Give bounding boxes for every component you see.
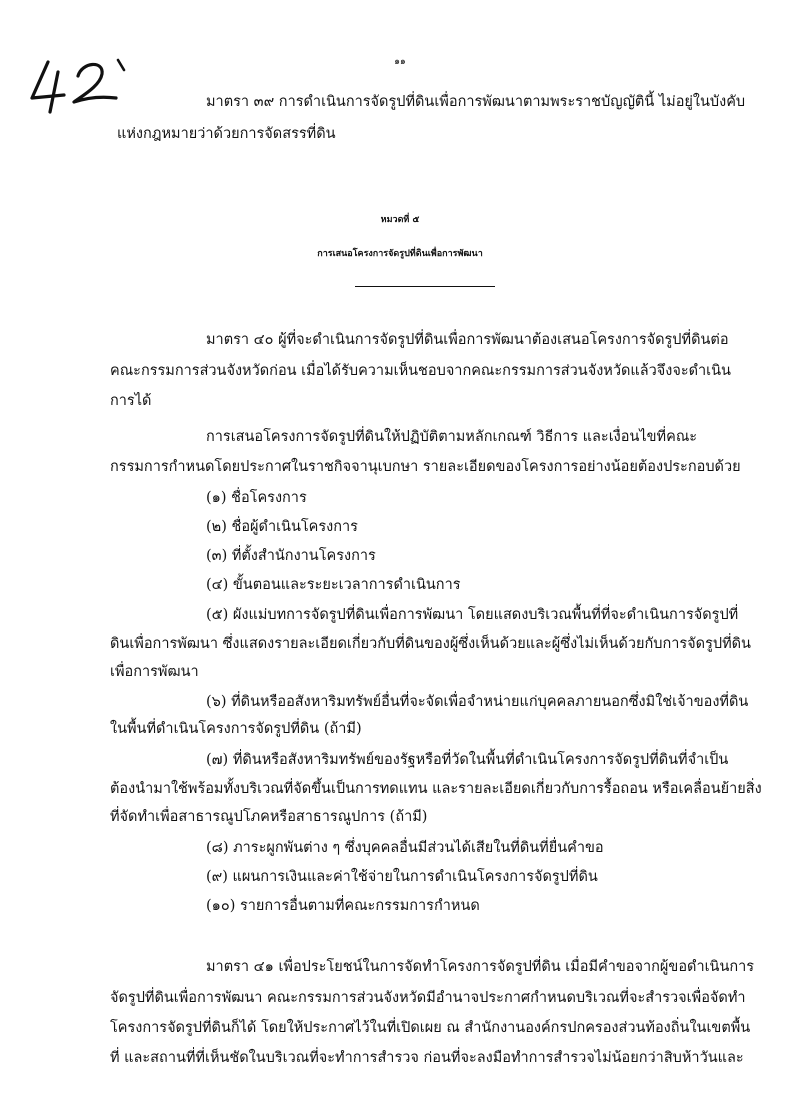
section-40-para2-line-1: การเสนอโครงการจัดรูปที่ดินให้ปฏิบัติตามหลักเกณฑ์ วิธีการ และเงื่อนไขที่คณะ <box>206 429 698 445</box>
section-41-line-4: ที่ และสถานที่ที่เห็นชัดในบริเวณที่จะทำการสำรวจ ก่อนที่จะลงมือทำการสำรวจไม่น้อยกว่าสิบห้าวันและ <box>110 1050 744 1066</box>
section-39-line-1: มาตรา ๓๙ การดำเนินการจัดรูปที่ดินเพื่อการพัฒนาตามพระราชบัญญัตินี้ ไม่อยู่ในบังคับ <box>206 94 746 110</box>
list-item-3: (๓) ที่ตั้งสำนักงานโครงการ <box>206 548 376 564</box>
list-item-7-line-2: ต้องนำมาใช้พร้อมทั้งบริเวณที่จัดขึ้นเป็นการทดแทน และรายละเอียดเกี่ยวกับการรื้อถอน หรือเคลื่อนย้ายสิ่ง <box>110 781 762 797</box>
section-40-line-3: การได้ <box>110 393 152 409</box>
list-item-4: (๔) ขั้นตอนและระยะเวลาการดำเนินการ <box>206 577 461 593</box>
list-item-7-line-3: ที่จัดทำเพื่อสาธารณูปโภคหรือสาธารณูปการ (ถ้ามี) <box>110 809 428 825</box>
chapter-title: การเสนอโครงการจัดรูปที่ดินเพื่อการพัฒนา <box>317 249 483 259</box>
list-item-6-line-2: ในพื้นที่ดำเนินโครงการจัดรูปที่ดิน (ถ้ามี) <box>110 721 362 737</box>
list-item-2: (๒) ชื่อผู้ดำเนินโครงการ <box>206 519 358 535</box>
section-41-line-1: มาตรา ๔๑ เพื่อประโยชน์ในการจัดทำโครงการจัดรูปที่ดิน เมื่อมีคำขอจากผู้ขอดำเนินการ <box>206 959 755 975</box>
chapter-divider <box>355 286 495 287</box>
list-item-8: (๘) ภาระผูกพันต่าง ๆ ซึ่งบุคคลอื่นมีส่วนได้เสียในที่ดินที่ยื่นคำขอ <box>206 840 604 856</box>
list-item-1: (๑) ชื่อโครงการ <box>206 490 307 506</box>
section-41-line-3: โครงการจัดรูปที่ดินก็ได้ โดยให้ประกาศไว้ในที่เปิดเผย ณ สำนักงานองค์กรปกครองส่วนท้องถิ่นในเขตพื้น <box>110 1020 751 1036</box>
list-item-5-line-1: (๕) ผังแม่บทการจัดรูปที่ดินเพื่อการพัฒนา โดยแสดงบริเวณพื้นที่ที่จะดำเนินการจัดรูปที่ <box>206 607 739 623</box>
section-39-line-2: แห่งกฎหมายว่าด้วยการจัดสรรที่ดิน <box>117 126 336 142</box>
section-40-line-1: มาตรา ๔๐ ผู้ที่จะดำเนินการจัดรูปที่ดินเพื่อการพัฒนาต้องเสนอโครงการจัดรูปที่ดินต่อ <box>206 332 729 348</box>
list-item-10: (๑๐) รายการอื่นตามที่คณะกรรมการกำหนด <box>206 898 480 914</box>
section-40-line-2: คณะกรรมการส่วนจังหวัดก่อน เมื่อได้รับความเห็นชอบจากคณะกรรมการส่วนจังหวัดแล้วจึงจะดำเนิน <box>110 363 731 379</box>
section-40-para2-line-2: กรรมการกำหนดโดยประกาศในราชกิจจานุเบกษา รายละเอียดของโครงการอย่างน้อยต้องประกอบด้วย <box>110 459 741 475</box>
chapter-number: หมวดที่ ๕ <box>380 215 420 225</box>
list-item-7-line-1: (๗) ที่ดินหรือสังหาริมทรัพย์ของรัฐหรือที่วัดในพื้นที่ดำเนินโครงการจัดรูปที่ดินที่จำเป็น <box>206 752 729 768</box>
list-item-9: (๙) แผนการเงินและค่าใช้จ่ายในการดำเนินโครงการจัดรูปที่ดิน <box>206 869 598 885</box>
section-41-line-2: จัดรูปที่ดินเพื่อการพัฒนา คณะกรรมการส่วนจังหวัดมีอำนาจประกาศกำหนดบริเวณที่จะสำรวจเพื่อจัดทำ <box>110 990 746 1006</box>
list-item-6-line-1: (๖) ที่ดินหรืออสังหาริมทรัพย์อื่นที่จะจัดเพื่อจำหน่ายแก่บุคคลภายนอกซึ่งมิใช่เจ้าของที่ดิน <box>206 694 749 710</box>
page-number: ๑๑ <box>394 57 406 67</box>
list-item-5-line-2: ดินเพื่อการพัฒนา ซึ่งแสดงรายละเอียดเกี่ยวกับที่ดินของผู้ซึ่งเห็นด้วยและผู้ซึ่งไม่เห็นด้วยกับการจัดรูปที่ดิน <box>110 636 751 652</box>
list-item-5-line-3: เพื่อการพัฒนา <box>110 664 199 680</box>
